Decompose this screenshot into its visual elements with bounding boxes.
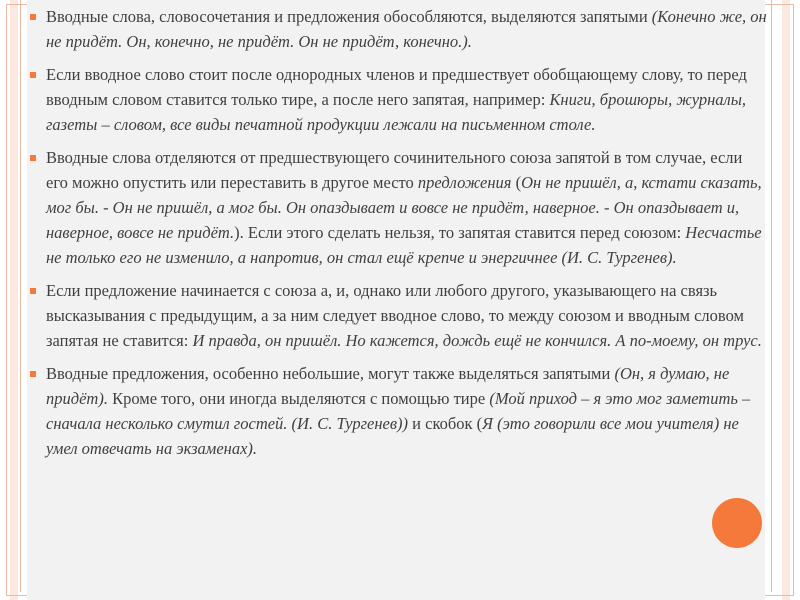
segment: (Мой приход – я это мог заметить – сначала несколько смутил гостей. (И. С. Тургенев)) [46, 389, 751, 433]
bullet-icon [30, 14, 36, 20]
segment: ). Если этого сделать нельзя, то запятая ставится перед союзом: [234, 223, 686, 242]
segment: Он не пришёл, а, кстати сказать, мог бы. - Он не пришёл, а мог бы. Он опаздывает и вовсе не придёт, наверное. - Он опаздывает и, наверное, вовсе не придёт. [46, 173, 762, 242]
segment: Несчастье не только его не изменило, а напротив, он стал ещё крепче и энергичнее (И. С. Тургенев). [46, 223, 762, 267]
segment: ( [511, 173, 522, 192]
paragraph-1 [30, 4, 768, 54]
paragraph-4 [30, 278, 768, 353]
segment: Если предложение начинается с союза а, и, однако или любого другого, указывающего на связь высказывания с предыдущим, а за ним следует вводное слово, то между союзом и вводным словом запятая не ставится: [46, 281, 744, 350]
paragraph-5 [30, 361, 768, 461]
segment: Вводные слова отделяются от предшествующего сочинительного союза запятой в том случае, если его можно опустить или переставить в другое место [46, 148, 743, 192]
bullet-icon [30, 288, 36, 294]
segment: и скобок ( [408, 414, 483, 433]
segment: И правда, он пришёл. Но кажется, дождь ещё не кончился. А по-моему, он трус. [192, 331, 762, 350]
segment: Вводные предложения, особенно небольшие, могут также выделяться запятыми [46, 364, 615, 383]
segment: предложения [417, 173, 512, 192]
segment: Книги, брошюры, журналы, газеты – словом, все виды печатной продукции лежали на письменном столе. [46, 90, 746, 134]
slide-content [30, 4, 768, 469]
decorative-circle [712, 498, 762, 548]
segment: Я (это говорили все мои учителя) не умел отвечать на экзаменах). [46, 414, 739, 458]
segment: (Он, я думаю, не придёт). [46, 364, 730, 408]
segment: (Конечно же, он не придёт. Он, конечно, не придёт. Он не придёт, конечно.). [46, 7, 767, 51]
bullet-icon [30, 371, 36, 377]
segment: Вводные слова, словосочетания и предложения обособляются, выделяются запятыми [46, 7, 652, 26]
segment: Если вводное слово стоит после однородных членов и предшествует обобщающему слову, то перед вводным словом ставится только тире, а после него запятая, например: [46, 65, 747, 109]
paragraph-3 [30, 145, 768, 270]
segment: Кроме того, они иногда выделяются с помощью тире [107, 389, 490, 408]
bullet-icon [30, 155, 36, 161]
paragraph-2 [30, 62, 768, 137]
bullet-icon [30, 72, 36, 78]
